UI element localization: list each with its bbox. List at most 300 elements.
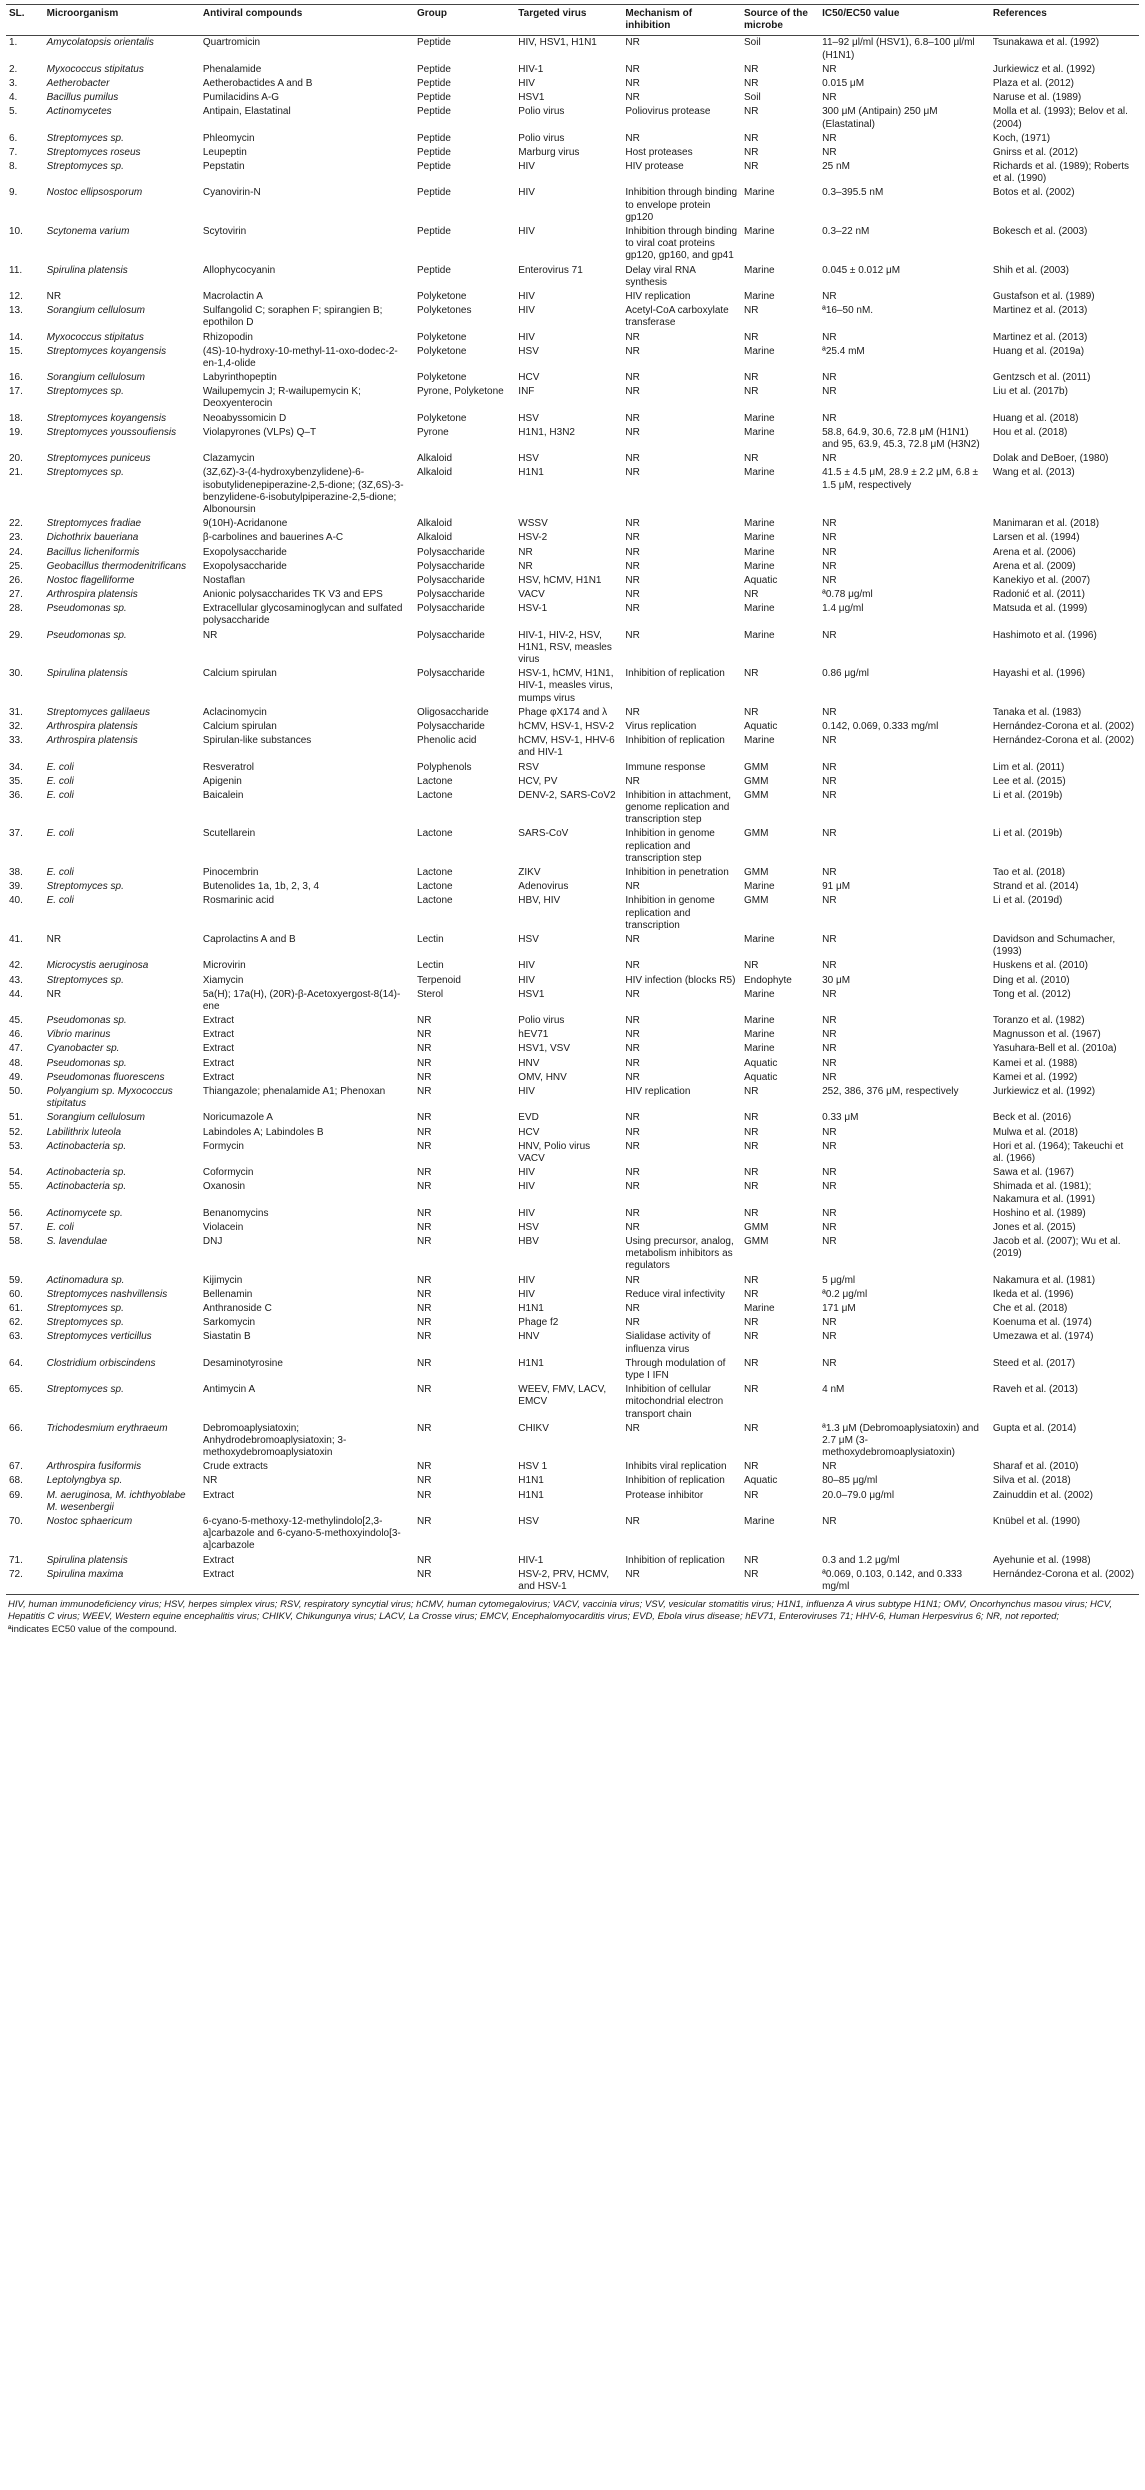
cell-mechanism: NR xyxy=(625,988,640,1000)
cell-ic50: NR xyxy=(822,867,837,878)
cell-virus: Adenovirus xyxy=(518,881,569,893)
cell-microorganism: S. lavendulae xyxy=(46,1236,108,1248)
cell-microorganism: Actinobacteria sp. xyxy=(46,1140,127,1152)
table-row xyxy=(6,1235,1139,1274)
cell-reference: Tong et al. (2012) xyxy=(992,988,1071,1000)
cell-virus: RSV xyxy=(518,761,539,773)
cell-compound: Desaminotyrosine xyxy=(202,1357,283,1369)
table-row xyxy=(6,426,1139,452)
cell-source: Endophyte xyxy=(744,974,792,986)
cell-reference: Hou et al. (2018) xyxy=(992,426,1068,438)
cell-mechanism: NR xyxy=(625,1181,640,1193)
cell-sl: 11. xyxy=(9,264,23,276)
cell-source: Marine xyxy=(744,345,775,357)
cell-source: Marine xyxy=(744,532,775,544)
table-row xyxy=(6,1014,1139,1028)
cell-group: NR xyxy=(417,1475,432,1487)
cell-group: Peptide xyxy=(417,146,451,158)
cell-reference: Shimada et al. (1981); Nakamura et al. (1991) xyxy=(992,1181,1096,1205)
table-row xyxy=(6,1140,1139,1166)
table-row xyxy=(6,304,1139,330)
cell-virus: HSV 1 xyxy=(518,1461,548,1473)
cell-group: Peptide xyxy=(417,187,451,199)
col-header-ic50: IC50/EC50 value xyxy=(819,5,990,36)
cell-mechanism: Inhibits viral replication xyxy=(625,1461,727,1473)
cell-reference: Silva et al. (2018) xyxy=(992,1475,1071,1487)
cell-sl: 40. xyxy=(9,895,23,907)
cell-compound: Debromoaplysiatoxin; Anhydrodebromoaplysiatoxin; 3-methoxydebromoaplysiatoxin xyxy=(202,1422,347,1459)
table-row xyxy=(6,880,1139,894)
cell-group: NR xyxy=(417,1015,432,1027)
table-row xyxy=(6,264,1139,290)
cell-mechanism: Virus replication xyxy=(625,720,697,732)
table-row xyxy=(6,1554,1139,1568)
cell-reference: Dolak and DeBoer, (1980) xyxy=(992,453,1109,465)
cell-mechanism: NR xyxy=(625,132,640,144)
cell-reference: Sharaf et al. (2010) xyxy=(992,1461,1079,1473)
cell-sl: 56. xyxy=(9,1207,23,1219)
table-row xyxy=(6,36,1139,63)
cell-source: Marine xyxy=(744,226,775,237)
cell-microorganism: Bacillus pumilus xyxy=(46,92,119,104)
cell-compound: Baicalein xyxy=(202,789,244,801)
cell-compound: 9(10H)-Acridanone xyxy=(202,518,288,530)
table-row xyxy=(6,933,1139,959)
cell-group: NR xyxy=(417,1126,432,1138)
cell-compound: Nostaflan xyxy=(202,574,246,586)
cell-sl: 48. xyxy=(9,1057,23,1069)
cell-virus: HSV xyxy=(518,412,539,424)
cell-virus: H1N1 xyxy=(518,467,544,479)
cell-source: GMM xyxy=(744,761,769,773)
cell-compound: Extract xyxy=(202,1554,234,1566)
cell-compound: NR xyxy=(202,1475,218,1487)
cell-ic50: 25 nM xyxy=(822,161,850,173)
cell-reference: Magnusson et al. (1967) xyxy=(992,1029,1101,1041)
cell-group: NR xyxy=(417,1317,432,1329)
cell-source: NR xyxy=(744,1357,759,1369)
cell-mechanism: NR xyxy=(625,386,640,398)
cell-reference: Liu et al. (2017b) xyxy=(992,386,1068,398)
cell-sl: 62. xyxy=(9,1317,23,1329)
cell-group: Pyrone xyxy=(417,426,449,438)
cell-ic50: NR xyxy=(822,1126,837,1138)
cell-compound: Antimycin A xyxy=(202,1384,256,1396)
cell-mechanism: NR xyxy=(625,560,640,572)
cell-mechanism: NR xyxy=(625,518,640,530)
cell-sl: 63. xyxy=(9,1331,23,1343)
cell-compound: Quartromicin xyxy=(202,37,261,49)
cell-reference: Gupta et al. (2014) xyxy=(992,1422,1077,1434)
cell-group: NR xyxy=(417,1554,432,1566)
cell-virus: HSV xyxy=(518,1516,539,1527)
cell-mechanism: Inhibition of replication xyxy=(625,1554,725,1566)
cell-virus: HCV xyxy=(518,372,540,384)
cell-sl: 31. xyxy=(9,706,23,718)
cell-compound: Extract xyxy=(202,1029,234,1041)
cell-source: NR xyxy=(744,1554,759,1566)
cell-virus: HSV-1 xyxy=(518,603,548,615)
cell-sl: 5. xyxy=(9,106,18,118)
table-row xyxy=(6,588,1139,602)
cell-virus: HIV xyxy=(518,290,535,302)
cell-ic50: NR xyxy=(822,574,837,586)
table-row xyxy=(6,1111,1139,1125)
cell-virus: HNV, Polio virus VACV xyxy=(518,1140,591,1164)
cell-microorganism: Nostoc flagelliforme xyxy=(46,574,135,586)
table-row xyxy=(6,290,1139,304)
cell-source: GMM xyxy=(744,1236,769,1248)
cell-microorganism: Dichothrix baueriana xyxy=(46,532,139,544)
cell-compound: Pinocembrin xyxy=(202,867,259,878)
cell-group: Peptide xyxy=(417,226,451,237)
cell-sl: 64. xyxy=(9,1357,23,1369)
cell-sl: 12. xyxy=(9,290,23,302)
table-row xyxy=(6,1288,1139,1302)
cell-ic50: 0.045 ± 0.012 μM xyxy=(822,264,901,276)
cell-source: Marine xyxy=(744,1303,775,1314)
cell-microorganism: Actinomycetes xyxy=(46,106,112,118)
cell-mechanism: NR xyxy=(625,1303,640,1314)
table-row xyxy=(6,1166,1139,1180)
table-row xyxy=(6,517,1139,531)
cell-microorganism: E. coli xyxy=(46,828,74,840)
cell-sl: 70. xyxy=(9,1516,23,1527)
cell-compound: Siastatin B xyxy=(202,1331,251,1343)
cell-microorganism: Geobacillus thermodenitrificans xyxy=(46,560,187,572)
cell-reference: Huskens et al. (2010) xyxy=(992,960,1088,972)
cell-reference: Hernández-Corona et al. (2002) xyxy=(992,720,1135,732)
cell-reference: Gnirss et al. (2012) xyxy=(992,146,1078,158)
cell-virus: H1N1 xyxy=(518,1303,544,1314)
cell-mechanism: NR xyxy=(625,775,640,787)
cell-compound: Wailupemycin J; R-wailupemycin K; Deoxyenterocin xyxy=(202,386,361,410)
cell-reference: Matsuda et al. (1999) xyxy=(992,603,1088,615)
cell-reference: Hernández-Corona et al. (2002) xyxy=(990,1568,1139,1595)
cell-ic50: 30 μM xyxy=(822,974,851,986)
cell-virus: INF xyxy=(518,386,535,398)
cell-ic50: 11–92 μl/ml (HSV1), 6.8–100 μl/ml (H1N1) xyxy=(822,37,975,61)
cell-source: NR xyxy=(744,589,759,601)
cell-group: NR xyxy=(417,1167,432,1179)
cell-group: NR xyxy=(417,1086,432,1097)
cell-group: Lactone xyxy=(417,775,453,787)
cell-reference: Arena et al. (2009) xyxy=(992,560,1076,572)
cell-source: GMM xyxy=(744,775,769,787)
cell-ic50: NR xyxy=(822,290,837,302)
cell-microorganism: Streptomyces galilaeus xyxy=(46,706,150,718)
cell-microorganism: Streptomyces sp. xyxy=(46,1303,124,1314)
cell-ic50: 0.3–395.5 nM xyxy=(822,187,884,199)
cell-group: NR xyxy=(417,1516,432,1527)
cell-mechanism: Host proteases xyxy=(625,146,693,158)
cell-reference: Botos et al. (2002) xyxy=(992,187,1075,199)
cell-reference: Beck et al. (2016) xyxy=(992,1112,1072,1124)
cell-virus: Polio virus xyxy=(518,132,565,144)
cell-ic50: NR xyxy=(822,132,837,144)
cell-reference: Tao et al. (2018) xyxy=(992,867,1066,878)
cell-sl: 13. xyxy=(9,305,23,317)
cell-mechanism: NR xyxy=(625,92,640,104)
cell-mechanism: NR xyxy=(625,453,640,465)
cell-compound: Neoabyssomicin D xyxy=(202,412,287,424)
cell-source: NR xyxy=(744,372,759,384)
cell-compound: Anthranoside C xyxy=(202,1303,272,1314)
cell-sl: 38. xyxy=(9,867,23,878)
cell-mechanism: Sialidase activity of influenza virus xyxy=(625,1331,711,1355)
cell-group: Polyketone xyxy=(417,331,467,343)
cell-group: NR xyxy=(417,1331,432,1343)
cell-virus: HSV1, VSV xyxy=(518,1043,570,1055)
cell-group: Polysaccharide xyxy=(417,629,485,641)
cell-reference: Tsunakawa et al. (1992) xyxy=(992,37,1100,49)
cell-sl: 36. xyxy=(9,789,23,801)
cell-reference: Ayehunie et al. (1998) xyxy=(992,1554,1091,1566)
cell-mechanism: NR xyxy=(625,532,640,544)
cell-microorganism: Cyanobacter sp. xyxy=(46,1043,120,1055)
cell-group: NR xyxy=(417,1207,432,1219)
cell-microorganism: Sorangium cellulosum xyxy=(46,305,145,317)
table-header-row xyxy=(6,5,1139,36)
cell-group: Lactone xyxy=(417,789,453,801)
cell-sl: 66. xyxy=(9,1422,23,1434)
cell-ic50: 80–85 μg/ml xyxy=(822,1475,878,1487)
cell-source: GMM xyxy=(744,789,769,801)
cell-ic50: NR xyxy=(822,386,837,398)
cell-ic50: 252, 386, 376 μM, respectively xyxy=(822,1086,959,1097)
cell-reference: Li et al. (2019d) xyxy=(992,895,1063,907)
cell-microorganism: E. coli xyxy=(46,761,74,773)
cell-group: Polyketone xyxy=(417,345,467,357)
cell-compound: Spirulan-like substances xyxy=(202,735,312,747)
cell-microorganism: Myxococcus stipitatus xyxy=(46,63,144,75)
cell-mechanism: Protease inhibitor xyxy=(625,1489,704,1501)
table-row xyxy=(6,629,1139,668)
cell-microorganism: Microcystis aeruginosa xyxy=(46,960,149,972)
cell-ic50: NR xyxy=(822,761,837,773)
cell-mechanism: NR xyxy=(625,933,640,945)
cell-mechanism: NR xyxy=(625,706,640,718)
cell-ic50: NR xyxy=(822,412,837,424)
footnote-abbreviations: HIV, human immunodeficiency virus; HSV, herpes simplex virus; RSV, respiratory syncytial virus; hCMV, human cytomegalovirus; VACV, vaccinia virus; VSV, vesicular stomatitis virus; H1N1, influenza A virus subtype H1N1; OMV, Oncorhynchus masou virus; HCV, Hepatitis C virus; WEEV, Western equine encephalitis virus; CHIKV, Chikungunya virus; LACV, La Crosse virus; EMCV, Encephalomyocarditis virus; EVD, Ebola virus disease; hEV71, Enteroviruses 71; HHV-6, Human Herpesvirus 6; NR, not reported; xyxy=(8,1599,1112,1623)
cell-source: Soil xyxy=(744,37,761,49)
cell-group: Polyphenols xyxy=(417,761,472,773)
cell-ic50: NR xyxy=(822,1071,837,1083)
cell-ic50: NR xyxy=(822,988,837,1000)
cell-microorganism: Streptomyces fradiae xyxy=(46,518,142,530)
cell-mechanism: Inhibition through binding to viral coat proteins gp120, gp160, and gp41 xyxy=(625,226,738,262)
cell-virus: HIV xyxy=(518,77,535,89)
cell-compound: Rhizopodin xyxy=(202,331,253,343)
cell-reference: Sawa et al. (1967) xyxy=(992,1167,1075,1179)
cell-microorganism: Scytonema varium xyxy=(46,226,130,237)
cell-compound: Caprolactins A and B xyxy=(202,933,296,945)
cell-source: Marine xyxy=(744,560,775,572)
cell-ic50: 1.4 μg/ml xyxy=(822,603,864,615)
cell-group: Phenolic acid xyxy=(417,735,477,747)
cell-group: NR xyxy=(417,1112,432,1124)
cell-ic50: 5 μg/ml xyxy=(822,1274,856,1286)
cell-sl: 47. xyxy=(9,1043,23,1055)
table-row xyxy=(6,974,1139,988)
table-body xyxy=(6,36,1139,1595)
cell-compound: Thiangazole; phenalamide A1; Phenoxan xyxy=(202,1086,386,1097)
cell-microorganism: M. aeruginosa, M. ichthyoblabe M. wesenbergii xyxy=(46,1489,186,1513)
cell-mechanism: NR xyxy=(625,1422,640,1434)
cell-virus: HNV xyxy=(518,1331,540,1343)
cell-mechanism: NR xyxy=(625,603,640,615)
cell-source: NR xyxy=(744,386,759,398)
cell-virus: hCMV, HSV-1, HSV-2 xyxy=(518,720,615,732)
cell-microorganism: Nostoc sphaericum xyxy=(46,1516,133,1527)
table-row xyxy=(6,345,1139,371)
table-row xyxy=(6,1221,1139,1235)
cell-reference: Toranzo et al. (1982) xyxy=(992,1015,1085,1027)
cell-microorganism: Streptomyces sp. xyxy=(46,1384,124,1396)
cell-sl: 39. xyxy=(9,881,23,893)
cell-sl: 18. xyxy=(9,412,23,424)
cell-compound: Antipain, Elastatinal xyxy=(202,106,291,118)
cell-ic50: NR xyxy=(822,1317,837,1329)
cell-ic50: NR xyxy=(822,1167,837,1179)
cell-source: Aquatic xyxy=(744,1475,778,1487)
cell-microorganism: Streptomyces verticillus xyxy=(46,1331,152,1343)
cell-sl: 65. xyxy=(9,1384,23,1396)
cell-ic50: NR xyxy=(822,1140,837,1152)
cell-source: NR xyxy=(744,1112,759,1124)
cell-source: Marine xyxy=(744,1516,775,1527)
cell-source: NR xyxy=(744,1086,759,1097)
cell-microorganism: Leptolyngbya sp. xyxy=(46,1475,123,1487)
cell-reference: Tanaka et al. (1983) xyxy=(992,706,1082,718)
cell-source: NR xyxy=(744,1288,759,1300)
cell-ic50: NR xyxy=(822,1029,837,1041)
cell-mechanism: Through modulation of type I IFN xyxy=(625,1357,726,1381)
cell-microorganism: E. coli xyxy=(46,789,74,801)
cell-sl: 41. xyxy=(9,933,23,945)
table-row xyxy=(6,385,1139,411)
cell-mechanism: NR xyxy=(625,1167,640,1179)
cell-source: NR xyxy=(744,706,759,718)
col-header-references: References xyxy=(990,5,1139,36)
cell-reference: Kanekiyo et al. (2007) xyxy=(992,574,1091,586)
cell-group: Polyketone xyxy=(417,412,467,424)
table-row xyxy=(6,466,1139,517)
cell-mechanism: HIV protease xyxy=(625,161,684,173)
cell-sl: 52. xyxy=(9,1126,23,1138)
cell-sl: 60. xyxy=(9,1288,23,1300)
cell-mechanism: NR xyxy=(622,1568,741,1595)
table-row xyxy=(6,574,1139,588)
cell-ic50: NR xyxy=(822,706,837,718)
cell-virus: HSV1 xyxy=(518,92,545,104)
cell-microorganism: Streptomyces sp. xyxy=(46,161,124,173)
cell-group: Lactone xyxy=(417,867,453,878)
cell-reference: Koenuma et al. (1974) xyxy=(992,1317,1092,1329)
cell-mechanism: HIV replication xyxy=(625,290,691,302)
cell-ic50: 0.3 and 1.2 μg/ml xyxy=(822,1554,900,1566)
cell-microorganism: Streptomyces koyangensis xyxy=(46,345,167,357)
cell-compound: Phleomycin xyxy=(202,132,255,144)
cell-reference: Gentzsch et al. (2011) xyxy=(992,372,1091,384)
cell-compound: Extract xyxy=(202,1043,234,1055)
table-row xyxy=(6,546,1139,560)
table-row xyxy=(6,959,1139,973)
cell-mechanism: NR xyxy=(625,412,640,424)
cell-ic50: 300 μM (Antipain) 250 μM (Elastatinal) xyxy=(822,106,938,130)
cell-reference: Ikeda et al. (1996) xyxy=(992,1288,1074,1300)
cell-source: NR xyxy=(744,77,759,89)
cell-compound: Extract xyxy=(202,1057,234,1069)
cell-microorganism: Streptomyces sp. xyxy=(46,881,124,893)
cell-source: NR xyxy=(744,106,759,118)
cell-sl: 68. xyxy=(9,1475,23,1487)
col-header-targeted-virus: Targeted virus xyxy=(515,5,622,36)
cell-virus: HSV xyxy=(518,453,539,465)
cell-compound: Extract xyxy=(202,1071,234,1083)
cell-group: Peptide xyxy=(417,92,451,104)
cell-mechanism: NR xyxy=(625,1057,640,1069)
cell-source: NR xyxy=(744,1167,759,1179)
table-row xyxy=(6,1071,1139,1085)
cell-source: Marine xyxy=(744,412,775,424)
cell-sl: 8. xyxy=(9,161,18,173)
cell-group: Peptide xyxy=(417,106,451,118)
cell-group: Lactone xyxy=(417,881,453,893)
cell-source: GMM xyxy=(744,895,769,907)
cell-group: Peptide xyxy=(417,63,451,75)
cell-ic50: NR xyxy=(822,453,837,465)
cell-group: Oligosaccharide xyxy=(417,706,489,718)
table-row xyxy=(6,1515,1139,1554)
cell-compound: NR xyxy=(202,629,218,641)
cell-microorganism: Arthrospira platensis xyxy=(46,589,138,601)
cell-group: Polyketone xyxy=(417,290,467,302)
cell-reference: Kamei et al. (1992) xyxy=(992,1071,1078,1083)
cell-group: NR xyxy=(417,1221,432,1233)
cell-compound: Butenolides 1a, 1b, 2, 3, 4 xyxy=(202,881,320,893)
cell-sl: 43. xyxy=(9,974,23,986)
cell-sl: 16. xyxy=(9,372,23,384)
cell-group: NR xyxy=(417,1071,432,1083)
cell-reference: Arena et al. (2006) xyxy=(992,546,1076,558)
cell-source: GMM xyxy=(744,828,769,840)
cell-sl: 28. xyxy=(9,603,23,615)
cell-sl: 6. xyxy=(9,132,18,144)
cell-virus: SARS-CoV xyxy=(518,828,569,840)
cell-virus: HIV-1 xyxy=(518,1554,544,1566)
cell-ic50: ª1.3 μM (Debromoaplysiatoxin) and 2.7 μM (3-methoxydebromoaplysiatoxin) xyxy=(822,1422,979,1459)
cell-source: NR xyxy=(744,132,759,144)
cell-sl: 30. xyxy=(9,668,23,680)
cell-ic50: 4 nM xyxy=(822,1384,845,1396)
cell-virus: HIV xyxy=(518,1288,535,1300)
cell-reference: Strand et al. (2014) xyxy=(992,881,1079,893)
table-row xyxy=(6,91,1139,105)
cell-sl: 42. xyxy=(9,960,23,972)
table-row xyxy=(6,531,1139,545)
cell-virus: HIV xyxy=(518,331,535,343)
cell-group: Polysaccharide xyxy=(417,574,485,586)
table-row xyxy=(6,667,1139,706)
cell-compound: Formycin xyxy=(202,1140,244,1152)
cell-microorganism: Arthrospira platensis xyxy=(46,735,138,747)
cell-microorganism: E. coli xyxy=(46,1221,74,1233)
cell-reference: Umezawa et al. (1974) xyxy=(992,1331,1094,1343)
cell-virus: H1N1 xyxy=(518,1475,544,1487)
cell-virus: HIV xyxy=(518,960,535,972)
cell-mechanism: HIV replication xyxy=(625,1086,691,1097)
